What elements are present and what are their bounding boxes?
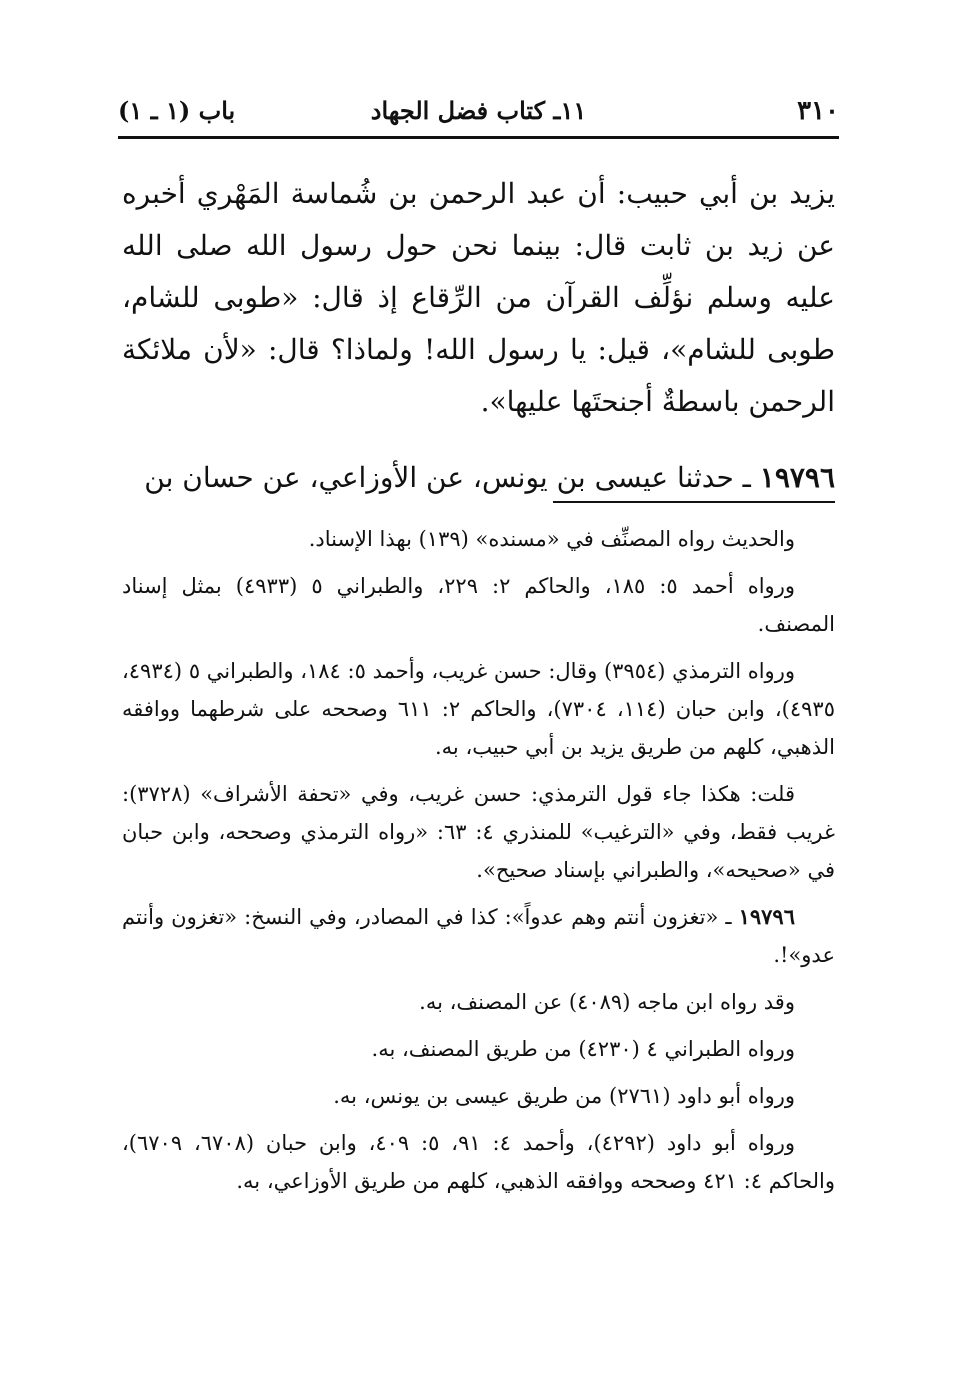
main-text [122, 168, 835, 504]
hadith-number: ١٩٧٩٦ [759, 461, 835, 494]
footnote-paragraph: ورواه أحمد ٥: ١٨٥، والحاكم ٢: ٢٢٩، والطبراني ٥ (٤٩٣٣) بمثل إسناد المصنف. [122, 574, 835, 636]
footnote-hadith-text: ـ «تغزون أنتم وهم عدواً»: كذا في المصادر، وفي النسخ: «تغزون وأنتم عدو»!. [122, 905, 835, 967]
footnote-paragraph: ورواه أبو داود (٤٢٩٢)، وأحمد ٤: ٩١، ٥: ٤٠٩، وابن حبان (٦٧٠٨، ٦٧٠٩)، والحاكم ٤: ٤٢١ وصححه ووافقه الذهبي، كلهم من طريق الأوزاعي، به. [122, 1131, 835, 1193]
footnote-paragraph: قلت: هكذا جاء قول الترمذي: حسن غريب، وفي «تحفة الأشراف» (٣٧٢٨): غريب فقط، وفي «الترغيب» للمنذري ٤: ٦٣: «رواه الترمذي وصححه، وابن حبان في «صحيحه»، والطبراني بإسناد صحيح». [122, 782, 835, 882]
hadith-19796 [122, 452, 835, 504]
footnotes [122, 520, 835, 1209]
hadith-continuation: يزيد بن أبي حبيب: أن عبد الرحمن بن شُماسة المَهْري أخبره عن زيد بن ثابت قال: بينما نحن حول رسول الله صلى الله عليه وسلم نؤلِّف القرآن من الرِّقاع إذ قال: «طوبى للشام، طوبى للشام»، قيل: يا رسول الله! ولماذا؟ قال: «لأن ملائكة الرحمن باسطةٌ أجنحتَها عليها». [122, 177, 835, 418]
footnote-paragraph: ورواه أبو داود (٢٧٦١) من طريق عيسى بن يونس، به. [333, 1084, 795, 1108]
chapter-label: باب (١ ـ ١) [118, 96, 236, 125]
footnote-paragraph: وقد رواه ابن ماجه (٤٠٨٩) عن المصنف، به. [419, 990, 795, 1014]
book-title: ١١ـ كتاب فضل الجهاد [370, 96, 587, 125]
footnote-hadith-number: ١٩٧٩٦ [738, 904, 795, 929]
header-divider [118, 136, 839, 139]
footnote-paragraph: ورواه الطبراني ٤ (٤٢٣٠) من طريق المصنف، به. [371, 1037, 795, 1061]
hadith-text: ـ حدثنا عيسى بن يونس، عن الأوزاعي، عن حسان بن [144, 461, 751, 494]
footnote-hadith-note [122, 898, 835, 974]
page-number: ٣١٠ [797, 96, 839, 126]
footnote-paragraph: ورواه الترمذي (٣٩٥٤) وقال: حسن غريب، وأحمد ٥: ١٨٤، والطبراني ٥ (٤٩٣٤، ٤٩٣٥)، وابن حبان (١١٤، ٧٣٠٤)، والحاكم ٢: ٦١١ وصححه على شرطهما ووافقه الذهبي، كلهم من طريق يزيد بن أبي حبيب، به. [122, 659, 835, 759]
page-header [118, 92, 839, 132]
footnote-divider [553, 501, 835, 503]
footnote-paragraph: والحديث رواه المصنِّف في «مسنده» (١٣٩) بهذا الإسناد. [308, 527, 795, 551]
